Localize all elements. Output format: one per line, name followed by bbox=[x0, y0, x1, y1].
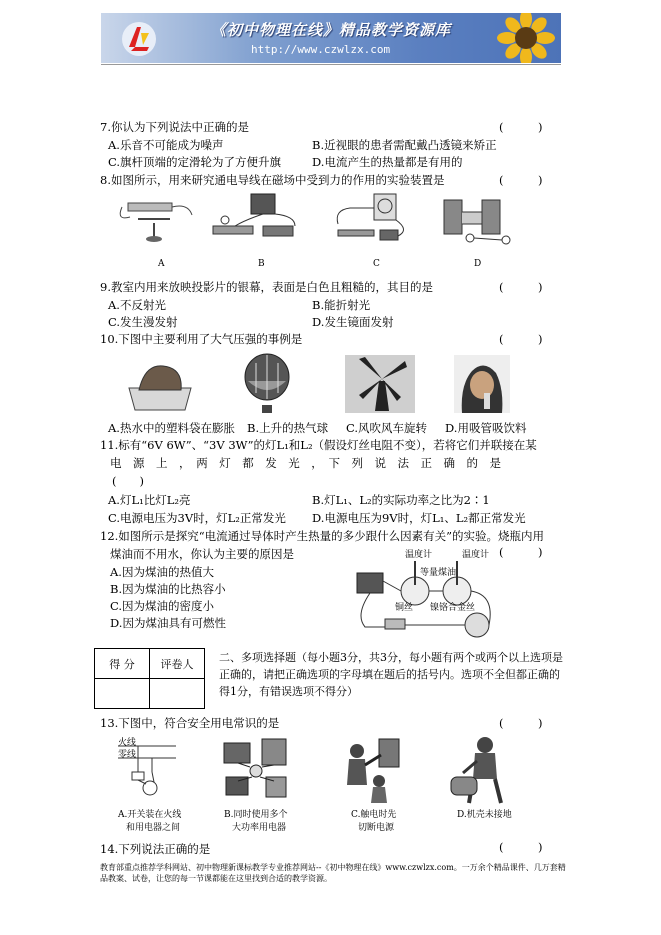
q10-answer-paren[interactable]: ( ) bbox=[499, 332, 543, 346]
q13-caption-a2: 和用电器之间 bbox=[126, 823, 181, 833]
q7-option-c: C.旗杆顶端的定滑轮为了方便升旗 bbox=[108, 155, 282, 169]
q8-label-d: D bbox=[474, 259, 482, 269]
q10-figure-straw bbox=[454, 355, 510, 413]
sunflower-icon bbox=[496, 13, 556, 63]
q10-figure-balloon bbox=[242, 353, 292, 415]
q11-option-c: C.电源电压为3V时，灯L₂正常发光 bbox=[108, 511, 286, 525]
q8-answer-paren[interactable]: ( ) bbox=[499, 173, 543, 187]
q13-figure-d bbox=[445, 733, 520, 805]
q12-line1: 12.如图所示是探究“电流通过导体时产生热量的多少跟什么因素有关”的实验。烧瓶内用 bbox=[100, 529, 545, 543]
q11-answer-paren[interactable]: ( ) bbox=[112, 474, 144, 488]
q13-figure-c bbox=[335, 735, 405, 805]
q8-label-a: A bbox=[158, 259, 165, 269]
q13-figure-b bbox=[218, 733, 298, 805]
grader-cell[interactable] bbox=[150, 679, 205, 709]
q10-option-c: C.风吹风车旋转 bbox=[346, 421, 428, 435]
grader-header: 评卷人 bbox=[150, 649, 205, 679]
q9-answer-paren[interactable]: ( ) bbox=[499, 280, 543, 294]
q9-option-d: D.发生镜面发射 bbox=[312, 315, 394, 329]
q13-caption-b1: B.同时使用多个 bbox=[224, 810, 288, 820]
q12-label-thermo-right: 温度计 bbox=[462, 550, 490, 560]
q13-stem: 13.下图中，符合安全用电常识的是 bbox=[100, 716, 280, 730]
q10-option-a: A.热水中的塑料袋在膨胀 bbox=[108, 421, 235, 435]
q8-label-b: B bbox=[258, 259, 265, 269]
q11-option-a: A.灯L₁比灯L₂亮 bbox=[108, 493, 191, 507]
score-table bbox=[94, 648, 205, 709]
q14-answer-paren[interactable]: ( ) bbox=[499, 840, 543, 854]
banner-url: http://www.czwlzx.com bbox=[251, 43, 391, 56]
q12-option-d: D.因为煤油具有可燃性 bbox=[110, 616, 226, 630]
q9-stem: 9.教室内用来放映投影片的银幕，表面是白色且粗糙的，其目的是 bbox=[100, 280, 433, 294]
q14-stem: 14.下列说法正确的是 bbox=[100, 842, 211, 856]
q12-answer-paren[interactable]: ( ) bbox=[499, 545, 543, 559]
q8-figure-b bbox=[205, 190, 305, 248]
q12-label-nichrome: 镍铬合金丝 bbox=[430, 603, 476, 613]
q10-option-b: B.上升的热气球 bbox=[247, 421, 329, 435]
q9-option-b: B.能折射光 bbox=[312, 298, 371, 312]
banner-title: 《初中物理在线》精品教学资源库 bbox=[211, 21, 452, 39]
q7-stem: 7.你认为下列说法中正确的是 bbox=[100, 120, 249, 134]
q13-label-live: 火线 bbox=[118, 738, 137, 748]
q8-label-c: C bbox=[373, 259, 380, 269]
q10-option-d: D.用吸管吸饮料 bbox=[445, 421, 527, 435]
q12-option-b: B.因为煤油的比热容小 bbox=[110, 582, 226, 596]
q8-stem: 8.如图所示，用来研究通电导线在磁场中受到力的作用的实验装置是 bbox=[100, 173, 445, 187]
q7-option-b: B.近视眼的患者需配戴凸透镜来矫正 bbox=[312, 138, 497, 152]
q10-figure-windmill bbox=[345, 355, 415, 413]
header-banner bbox=[101, 13, 561, 63]
q12-line2: 煤油而不用水，你认为主要的原因是 bbox=[110, 547, 294, 561]
q13-answer-paren[interactable]: ( ) bbox=[499, 716, 543, 730]
q8-figure-c bbox=[330, 190, 415, 248]
q7-option-d: D.电流产生的热量都是有用的 bbox=[312, 155, 463, 169]
header-rule bbox=[101, 64, 561, 65]
logo-icon bbox=[119, 19, 159, 59]
q12-label-equal-temp: 等量煤油 bbox=[420, 568, 457, 578]
q12-label-copper: 铜丝 bbox=[395, 603, 414, 613]
q11-line1: 11.标有“6V 6W”、“3V 3W”的灯L₁和L₂（假设灯丝电阻不变），若将它们并联接在某 bbox=[100, 438, 537, 452]
q10-stem: 10.下图中主要利用了大气压强的事例是 bbox=[100, 332, 303, 346]
q12-option-c: C.因为煤油的密度小 bbox=[110, 599, 215, 613]
q13-label-neutral: 零线 bbox=[118, 750, 137, 760]
q9-option-a: A.不反射光 bbox=[108, 298, 166, 312]
q11-line2: 电 源 上 ， 两 灯 都 发 光 ， 下 列 说 法 正 确 的 是 bbox=[110, 456, 501, 470]
q12-label-thermo-left: 温度计 bbox=[405, 550, 433, 560]
q9-option-c: C.发生漫发射 bbox=[108, 315, 178, 329]
footer-note: 教育部重点推荐学科网站、初中物理新课标教学专业推荐网站--《初中物理在线》www.czwlzx.com。一万余个精品课件、几万套精品教案、试卷，让您的每一节课都能在这里找到合适的教学资源。 bbox=[100, 863, 566, 883]
q13-caption-b2: 大功率用电器 bbox=[232, 823, 287, 833]
q13-caption-c1: C.触电时先 bbox=[351, 810, 397, 820]
q8-figure-a bbox=[118, 193, 198, 248]
score-header: 得 分 bbox=[95, 649, 150, 679]
q7-answer-paren[interactable]: ( ) bbox=[499, 120, 543, 134]
q12-option-a: A.因为煤油的热值大 bbox=[110, 565, 214, 579]
q10-figure-bag bbox=[125, 358, 195, 414]
q13-caption-d1: D.机壳未接地 bbox=[457, 810, 512, 820]
q13-caption-c2: 切断电源 bbox=[358, 823, 395, 833]
section2-instructions: 二、多项选择题（每小题3分，共3分，每小题有两个或两个以上选项是正确的，请把正确选项的字母填在题后的括号内。选项不全但都正确的得1分，有错误选项不得分） bbox=[219, 651, 563, 698]
q7-option-a: A.乐音不可能成为噪声 bbox=[108, 138, 224, 152]
score-cell[interactable] bbox=[95, 679, 150, 709]
q13-caption-a1: A.开关装在火线 bbox=[118, 810, 182, 820]
q8-figure-d bbox=[440, 192, 520, 250]
q11-option-d: D.电源电压为9V时，灯L₁、L₂都正常发光 bbox=[312, 511, 526, 525]
q11-option-b: B.灯L₁、L₂的实际功率之比为2∶1 bbox=[312, 493, 490, 507]
